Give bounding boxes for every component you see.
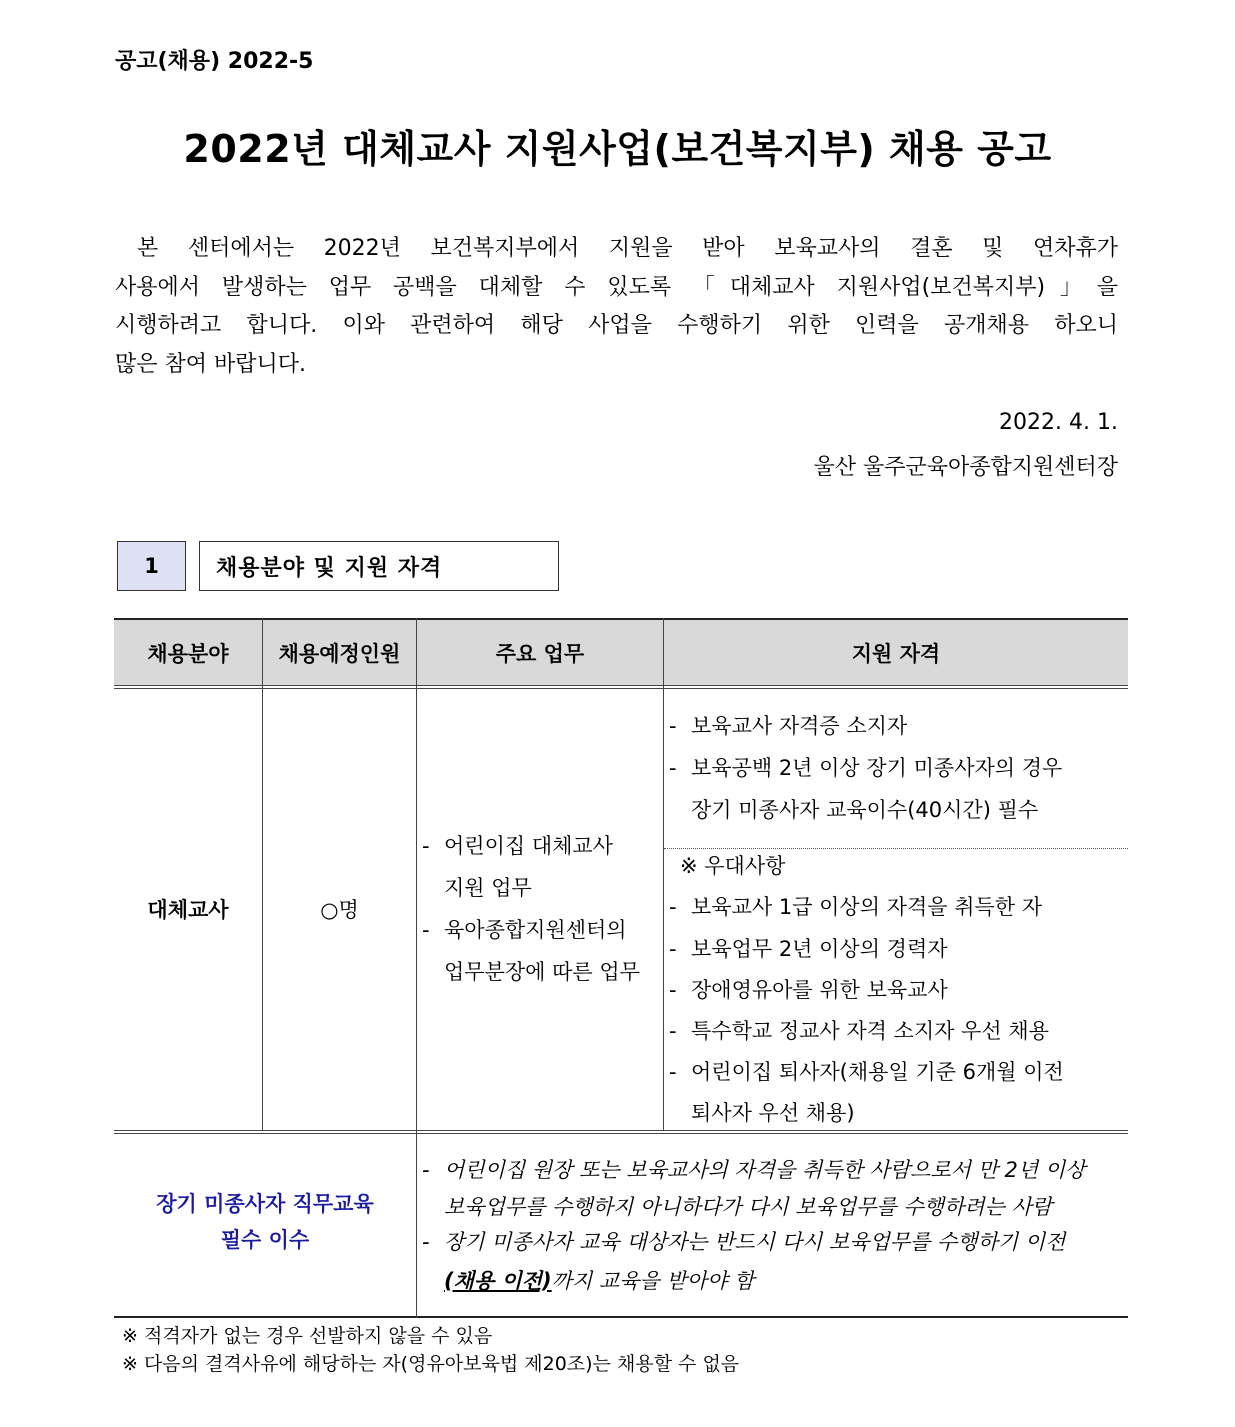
col-divider	[663, 618, 664, 1131]
row-divider	[114, 1133, 1128, 1134]
header-qualifications: 지원 자격	[664, 620, 1128, 686]
issuer: 울산 울주군육아종합지원센터장	[813, 455, 1118, 480]
training-note-cont: 보육업무를 수행하지 아니하다가 다시 보육업무를 수행하려는 사람	[444, 1195, 1053, 1219]
training-label	[114, 1186, 416, 1258]
training-note-cont: (채용 이전)까지 교육을 받아야 함	[444, 1269, 755, 1293]
col-divider	[262, 618, 263, 1131]
count-cell: ○명	[320, 898, 359, 922]
header-duties: 주요 업무	[417, 620, 663, 686]
table-top-border	[114, 618, 1128, 620]
qualification-item: - 보육교사 자격증 소지자	[669, 714, 908, 738]
intro-line: 많은 참여 바랍니다.	[115, 351, 306, 377]
notice-date: 2022. 4. 1.	[999, 410, 1118, 435]
header-count: 채용예정인원	[263, 620, 416, 686]
footnote: ※ 적격자가 없는 경우 선발하지 않을 수 있음	[122, 1325, 493, 1347]
row-divider	[114, 1130, 1128, 1131]
header-field: 채용분야	[114, 620, 262, 686]
intro-line: 시행하려고 합니다. 이와 관련하여 해당 사업을 수행하기 위한 인력을 공개채용 하오니	[115, 313, 1118, 338]
notice-number: 공고(채용) 2022-5	[115, 49, 314, 74]
section-number: 1	[117, 541, 186, 591]
duty-item-cont: 지원 업무	[444, 876, 532, 900]
preference-title: ※ 우대사항	[680, 854, 786, 878]
qual-divider	[664, 848, 1128, 849]
field-cell: 대체교사	[147, 898, 229, 922]
qualification-item: - 보육공백 2년 이상 장기 미종사자의 경우	[669, 756, 1063, 780]
col-divider	[416, 618, 417, 1318]
training-note: - 어린이집 원장 또는 보육교사의 자격을 취득한 사람으로서 만 2년 이상	[422, 1158, 1086, 1182]
preference-item: - 장애영유아를 위한 보육교사	[669, 978, 948, 1002]
page-title: 2022년 대체교사 지원사업(보건복지부) 채용 공고	[183, 127, 1052, 171]
qualification-item-cont: 장기 미종사자 교육이수(40시간) 필수	[691, 798, 1039, 822]
intro-line: 본 센터에서는 2022년 보건복지부에서 지원을 받아 보육교사의 결혼 및 연차휴가	[137, 236, 1118, 261]
preference-item: - 어린이집 퇴사자(채용일 기준 6개월 이전	[669, 1060, 1064, 1084]
duty-item: - 어린이집 대체교사	[422, 834, 613, 858]
header-divider	[114, 688, 1128, 689]
preference-item: - 보육교사 1급 이상의 자격을 취득한 자	[669, 895, 1043, 919]
section-title: 채용분야 및 지원 자격	[199, 541, 559, 591]
intro-line: 사용에서 발생하는 업무 공백을 대체할 수 있도록 「대체교사 지원사업(보건복지부)」을	[115, 274, 1118, 300]
duty-item-cont: 업무분장에 따른 업무	[444, 960, 640, 984]
recruitment-table	[114, 618, 1128, 1318]
footnotes	[122, 1322, 739, 1378]
training-label-line: 필수 이수	[220, 1228, 310, 1252]
preference-item-cont: 퇴사자 우선 채용)	[691, 1101, 855, 1125]
footnote: ※ 다음의 결격사유에 해당하는 자(영유아보육법 제20조)는 채용할 수 없음	[122, 1353, 740, 1375]
training-note-emphasis: (채용 이전)	[444, 1269, 552, 1293]
duty-item: - 육아종합지원센터의	[422, 918, 627, 942]
intro-paragraph	[115, 230, 1118, 384]
table-bottom-border	[114, 1316, 1128, 1318]
header-divider	[114, 685, 1128, 686]
training-label-line: 장기 미종사자 직무교육	[156, 1192, 374, 1216]
preference-item: - 보육업무 2년 이상의 경력자	[669, 937, 948, 961]
preference-item: - 특수학교 정교사 자격 소지자 우선 채용	[669, 1019, 1049, 1043]
training-note: - 장기 미종사자 교육 대상자는 반드시 다시 보육업무를 수행하기 이전	[422, 1230, 1066, 1254]
